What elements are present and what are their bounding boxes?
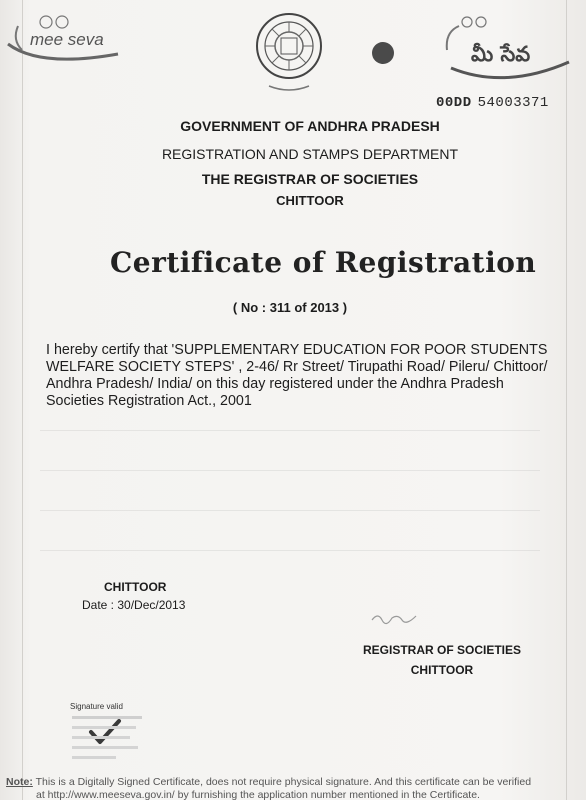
signatory-location: CHITTOOR xyxy=(410,663,474,677)
digital-signature-block xyxy=(70,702,160,772)
signature-valid-label: Signature valid xyxy=(70,702,123,711)
certification-statement: I hereby certify that 'SUPPLEMENTARY EDUCATION FOR POOR STUDENTS WELFARE SOCIETY STEPS' , 2-46/ Rr Street/ Tirupathi Road/ Pileru/ Chittoor/ Andhra Pradesh/ India/ on this day registered under the Andhra Pradesh Societies Registration Act., 2001 xyxy=(46,342,548,409)
signature-detail-line xyxy=(72,736,130,739)
registration-number: ( No : 311 of 2013 ) xyxy=(232,300,348,315)
header-government: GOVERNMENT OF ANDHRA PRADESH xyxy=(180,118,440,134)
signature-detail-line xyxy=(72,756,116,759)
seal-dot-icon xyxy=(372,42,394,64)
divider xyxy=(40,470,540,471)
header-district: CHITTOOR xyxy=(276,193,344,208)
signature-detail-line xyxy=(72,746,138,749)
certificate-title: Certificate of Registration xyxy=(110,246,537,279)
fold-line xyxy=(22,0,23,800)
note-label: Note: xyxy=(6,776,33,788)
divider xyxy=(40,510,540,511)
verification-note xyxy=(6,776,586,800)
serial-number xyxy=(436,95,549,111)
signature-detail-line xyxy=(72,726,136,729)
signatory-title: REGISTRAR OF SOCIETIES xyxy=(362,643,521,657)
header-office: THE REGISTRAR OF SOCIETIES xyxy=(201,171,419,187)
handwritten-signature-icon xyxy=(370,610,420,626)
issue-place: CHITTOOR xyxy=(104,580,167,594)
checkmark-icon xyxy=(88,718,122,746)
signature-detail-line xyxy=(72,716,142,719)
mee-seva-logo-right xyxy=(445,10,575,90)
header-department: REGISTRATION AND STAMPS DEPARTMENT xyxy=(161,146,459,162)
serial-digits: 54003371 xyxy=(477,95,549,111)
mee-seva-logo-text: mee seva xyxy=(30,30,104,49)
mee-seva-logo-left xyxy=(0,10,150,70)
divider xyxy=(40,550,540,551)
note-line-1: This is a Digitally Signed Certificate, does not require physical signature. And this certificate can be verified xyxy=(32,776,532,788)
fold-line xyxy=(566,0,567,800)
issue-date: Date : 30/Dec/2013 xyxy=(82,598,186,612)
state-emblem-icon xyxy=(253,10,325,94)
divider xyxy=(40,430,540,431)
serial-prefix: 00DD xyxy=(436,95,472,111)
mee-seva-telugu-text: మీ సేవ xyxy=(471,42,531,66)
note-line-2: at http://www.meeseva.gov.in/ by furnishing the application number mentioned in the Certificate. xyxy=(36,789,480,800)
